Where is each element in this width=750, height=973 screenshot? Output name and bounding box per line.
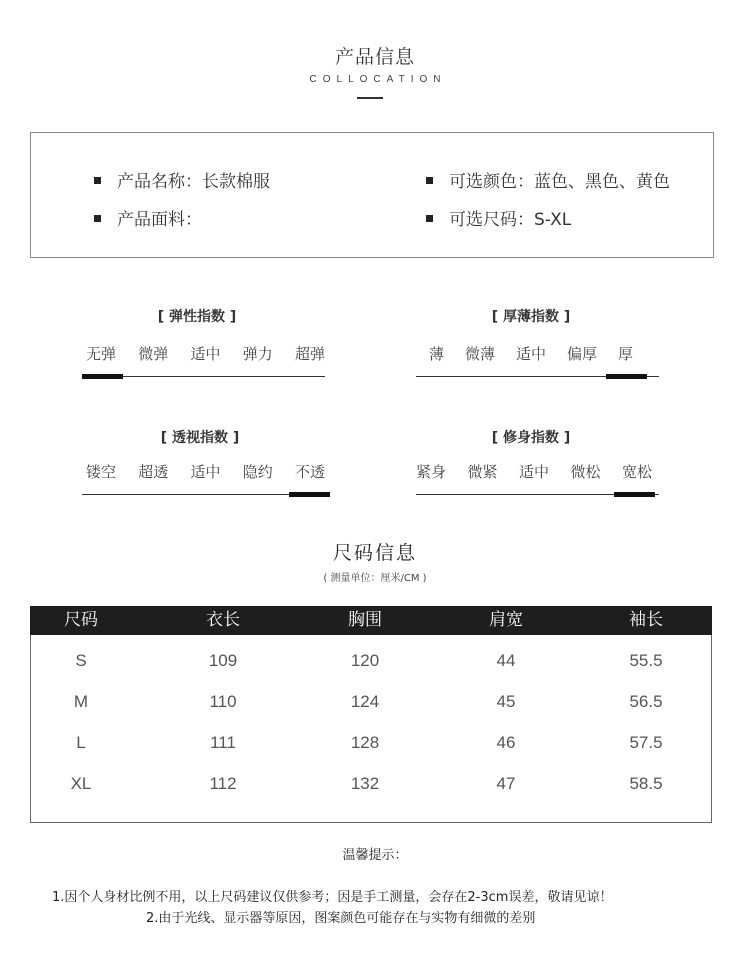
table-header-cell: 袖长 [629,610,663,630]
bullet-icon [426,215,433,222]
product-name-text: 产品名称：长款棉服 [117,172,270,192]
title-divider [357,97,383,99]
table-cell: 124 [350,692,380,711]
elasticity-label: 弹力 [242,345,273,363]
thickness-selected-marker [606,374,647,379]
thickness-label: 厚 [617,345,633,363]
transparency-label: 隐约 [242,463,273,481]
fit-index-labels [416,461,652,482]
tips-title: 温馨提示： [342,848,408,863]
elasticity-label: 无弹 [86,345,117,363]
elasticity-index-title: [ 弹性指数 ] [157,309,237,325]
product-colors-text: 可选颜色：蓝色、黑色、黄色 [449,172,670,192]
table-cell: M [73,692,89,711]
tip-line-2: 2.由于光线、显示器等原因，图案颜色可能存在与实物有细微的差别 [146,911,536,926]
thickness-label: 偏厚 [566,345,597,363]
product-name-item [94,167,270,192]
table-cell: 132 [350,774,380,793]
table-cell: 56.5 [629,692,663,711]
bullet-icon [426,177,433,184]
transparency-selected-marker [289,492,330,497]
table-header-cell: 胸围 [348,610,382,630]
table-cell: 109 [208,651,238,670]
transparency-label: 超透 [138,463,169,481]
product-info-box [30,132,714,258]
elasticity-index-labels [86,343,325,364]
elasticity-label: 适中 [190,345,221,363]
product-sizes-text: 可选尺码：S-XL [449,210,572,230]
table-cell: L [76,733,86,752]
table-cell: 112 [209,774,237,793]
transparency-label: 镂空 [86,463,117,481]
thickness-label: 适中 [515,345,546,363]
fit-index-title: [ 修身指数 ] [491,430,571,446]
table-cell: 110 [209,692,237,711]
table-cell: 111 [210,733,236,752]
size-info-unit: ( 测量单位：厘米/CM ) [323,573,427,584]
table-cell: S [75,651,87,670]
transparency-index-labels [86,461,325,482]
product-fabric-text: 产品面料： [117,210,202,230]
table-header-cell: 衣长 [206,610,240,630]
fit-label: 宽松 [621,463,652,481]
table-cell: XL [70,774,92,793]
table-cell: 57.5 [629,733,663,752]
elasticity-selected-marker [82,374,123,379]
table-cell: 46 [496,733,516,752]
fit-label: 适中 [518,463,549,481]
fit-selected-marker [614,492,655,497]
fit-label: 微紧 [467,463,498,481]
page-subtitle: COLLOCATION [309,74,447,85]
tip-line-1: 1.因个人身材比例不用，以上尺码建议仅供参考；因是手工测量，会存在2-3cm误差，敬请见谅！ [52,890,613,905]
transparency-label: 不透 [294,463,325,481]
table-cell: 120 [350,651,380,670]
page-title: 产品信息 [334,46,415,68]
table-cell: 128 [350,733,380,752]
table-header-cell: 肩宽 [489,610,523,630]
thickness-label: 薄 [429,345,445,363]
fit-label: 微松 [570,463,601,481]
transparency-index-title: [ 透视指数 ] [160,430,240,446]
bullet-icon [94,177,101,184]
table-cell: 58.5 [629,774,663,793]
thickness-index-labels [429,343,633,364]
table-cell: 47 [496,774,516,793]
elasticity-label: 微弹 [138,345,169,363]
product-colors-item [426,167,670,192]
size-table-header [30,606,712,635]
size-info-title: 尺码信息 [332,542,417,564]
table-cell: 45 [496,692,516,711]
product-sizes-item [426,205,571,230]
thickness-label: 微薄 [464,345,495,363]
product-fabric-item [94,205,202,230]
elasticity-label: 超弹 [294,345,325,363]
bullet-icon [94,215,101,222]
table-cell: 44 [496,651,516,670]
thickness-index-title: [ 厚薄指数 ] [491,309,571,325]
fit-label: 紧身 [416,463,447,481]
table-cell: 55.5 [629,651,663,670]
transparency-label: 适中 [190,463,221,481]
table-header-cell: 尺码 [64,610,98,630]
